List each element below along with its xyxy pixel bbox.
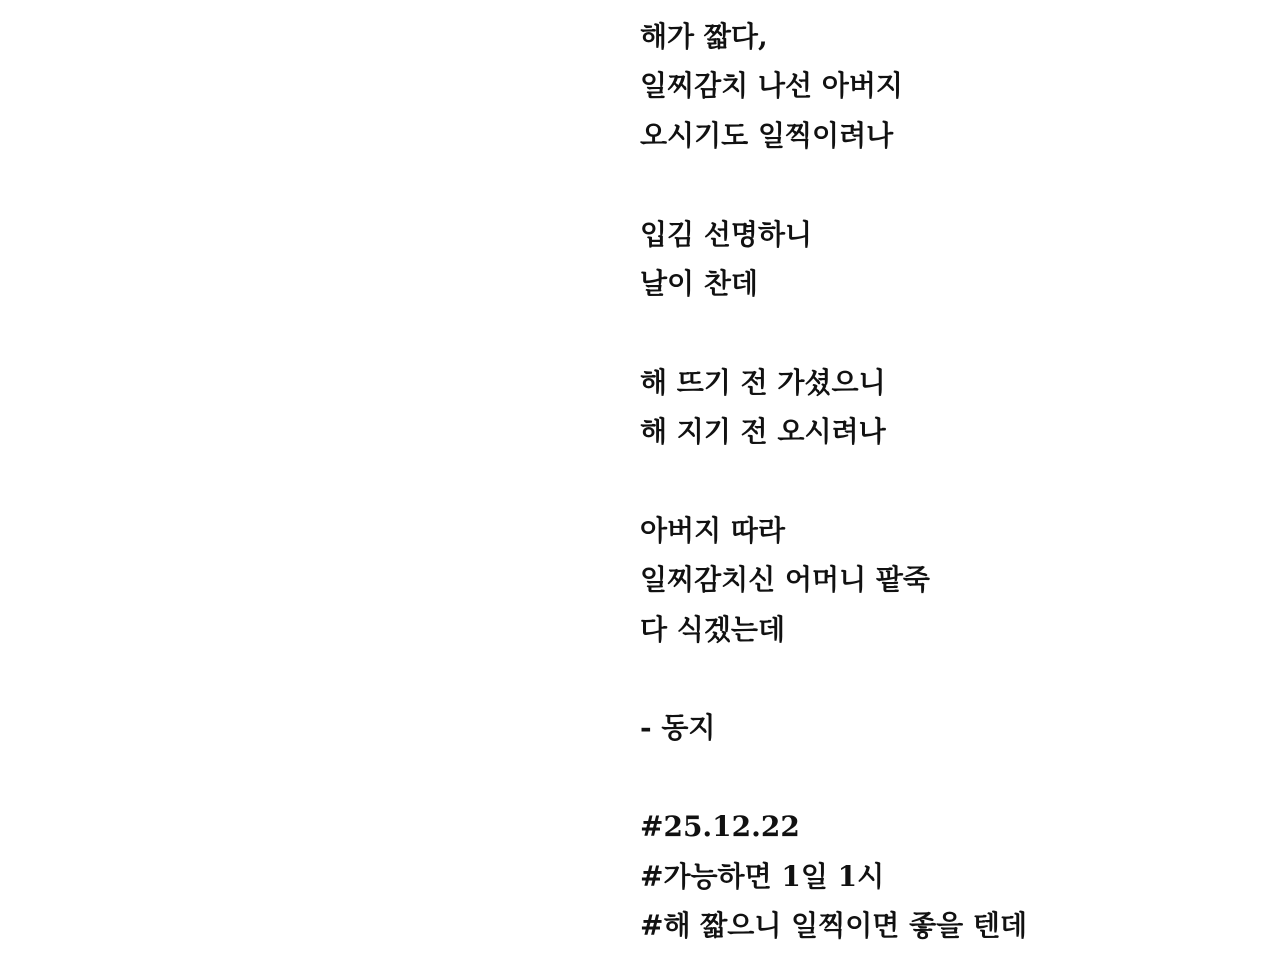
- poem-line: 해 지기 전 오시려나: [640, 415, 886, 449]
- hashtag: #25.12.22: [640, 810, 800, 844]
- stanza-break: [640, 308, 1260, 357]
- poem-line: 오시기도 일찍이려나: [640, 118, 894, 152]
- hashtag: #해 짧으니 일찍이면 좋을 텐데: [640, 909, 1028, 943]
- stanza-break: [640, 457, 1260, 506]
- poem-line: 해 뜨기 전 가셨으니: [640, 365, 886, 399]
- poem-line: 다 식겠는데: [640, 612, 785, 646]
- poem-line: 해가 짧다,: [640, 20, 768, 53]
- stanza-break: [640, 160, 1260, 209]
- hashtag: #가능하면 1일 1시: [640, 859, 885, 893]
- poem-line: 일찌감치신 어머니 팥죽: [640, 563, 930, 597]
- poem-line: 입김 선명하니: [640, 217, 813, 251]
- poem-line: 날이 찬데: [640, 266, 758, 300]
- poem-line: 일찌감치 나선 아버지: [640, 69, 903, 103]
- poem-title-line: - 동지: [640, 711, 716, 745]
- stanza-break: [640, 654, 1260, 703]
- poem-text: [640, 12, 1260, 950]
- poem-line: 아버지 따라: [640, 513, 785, 547]
- stanza-break: [640, 753, 1260, 802]
